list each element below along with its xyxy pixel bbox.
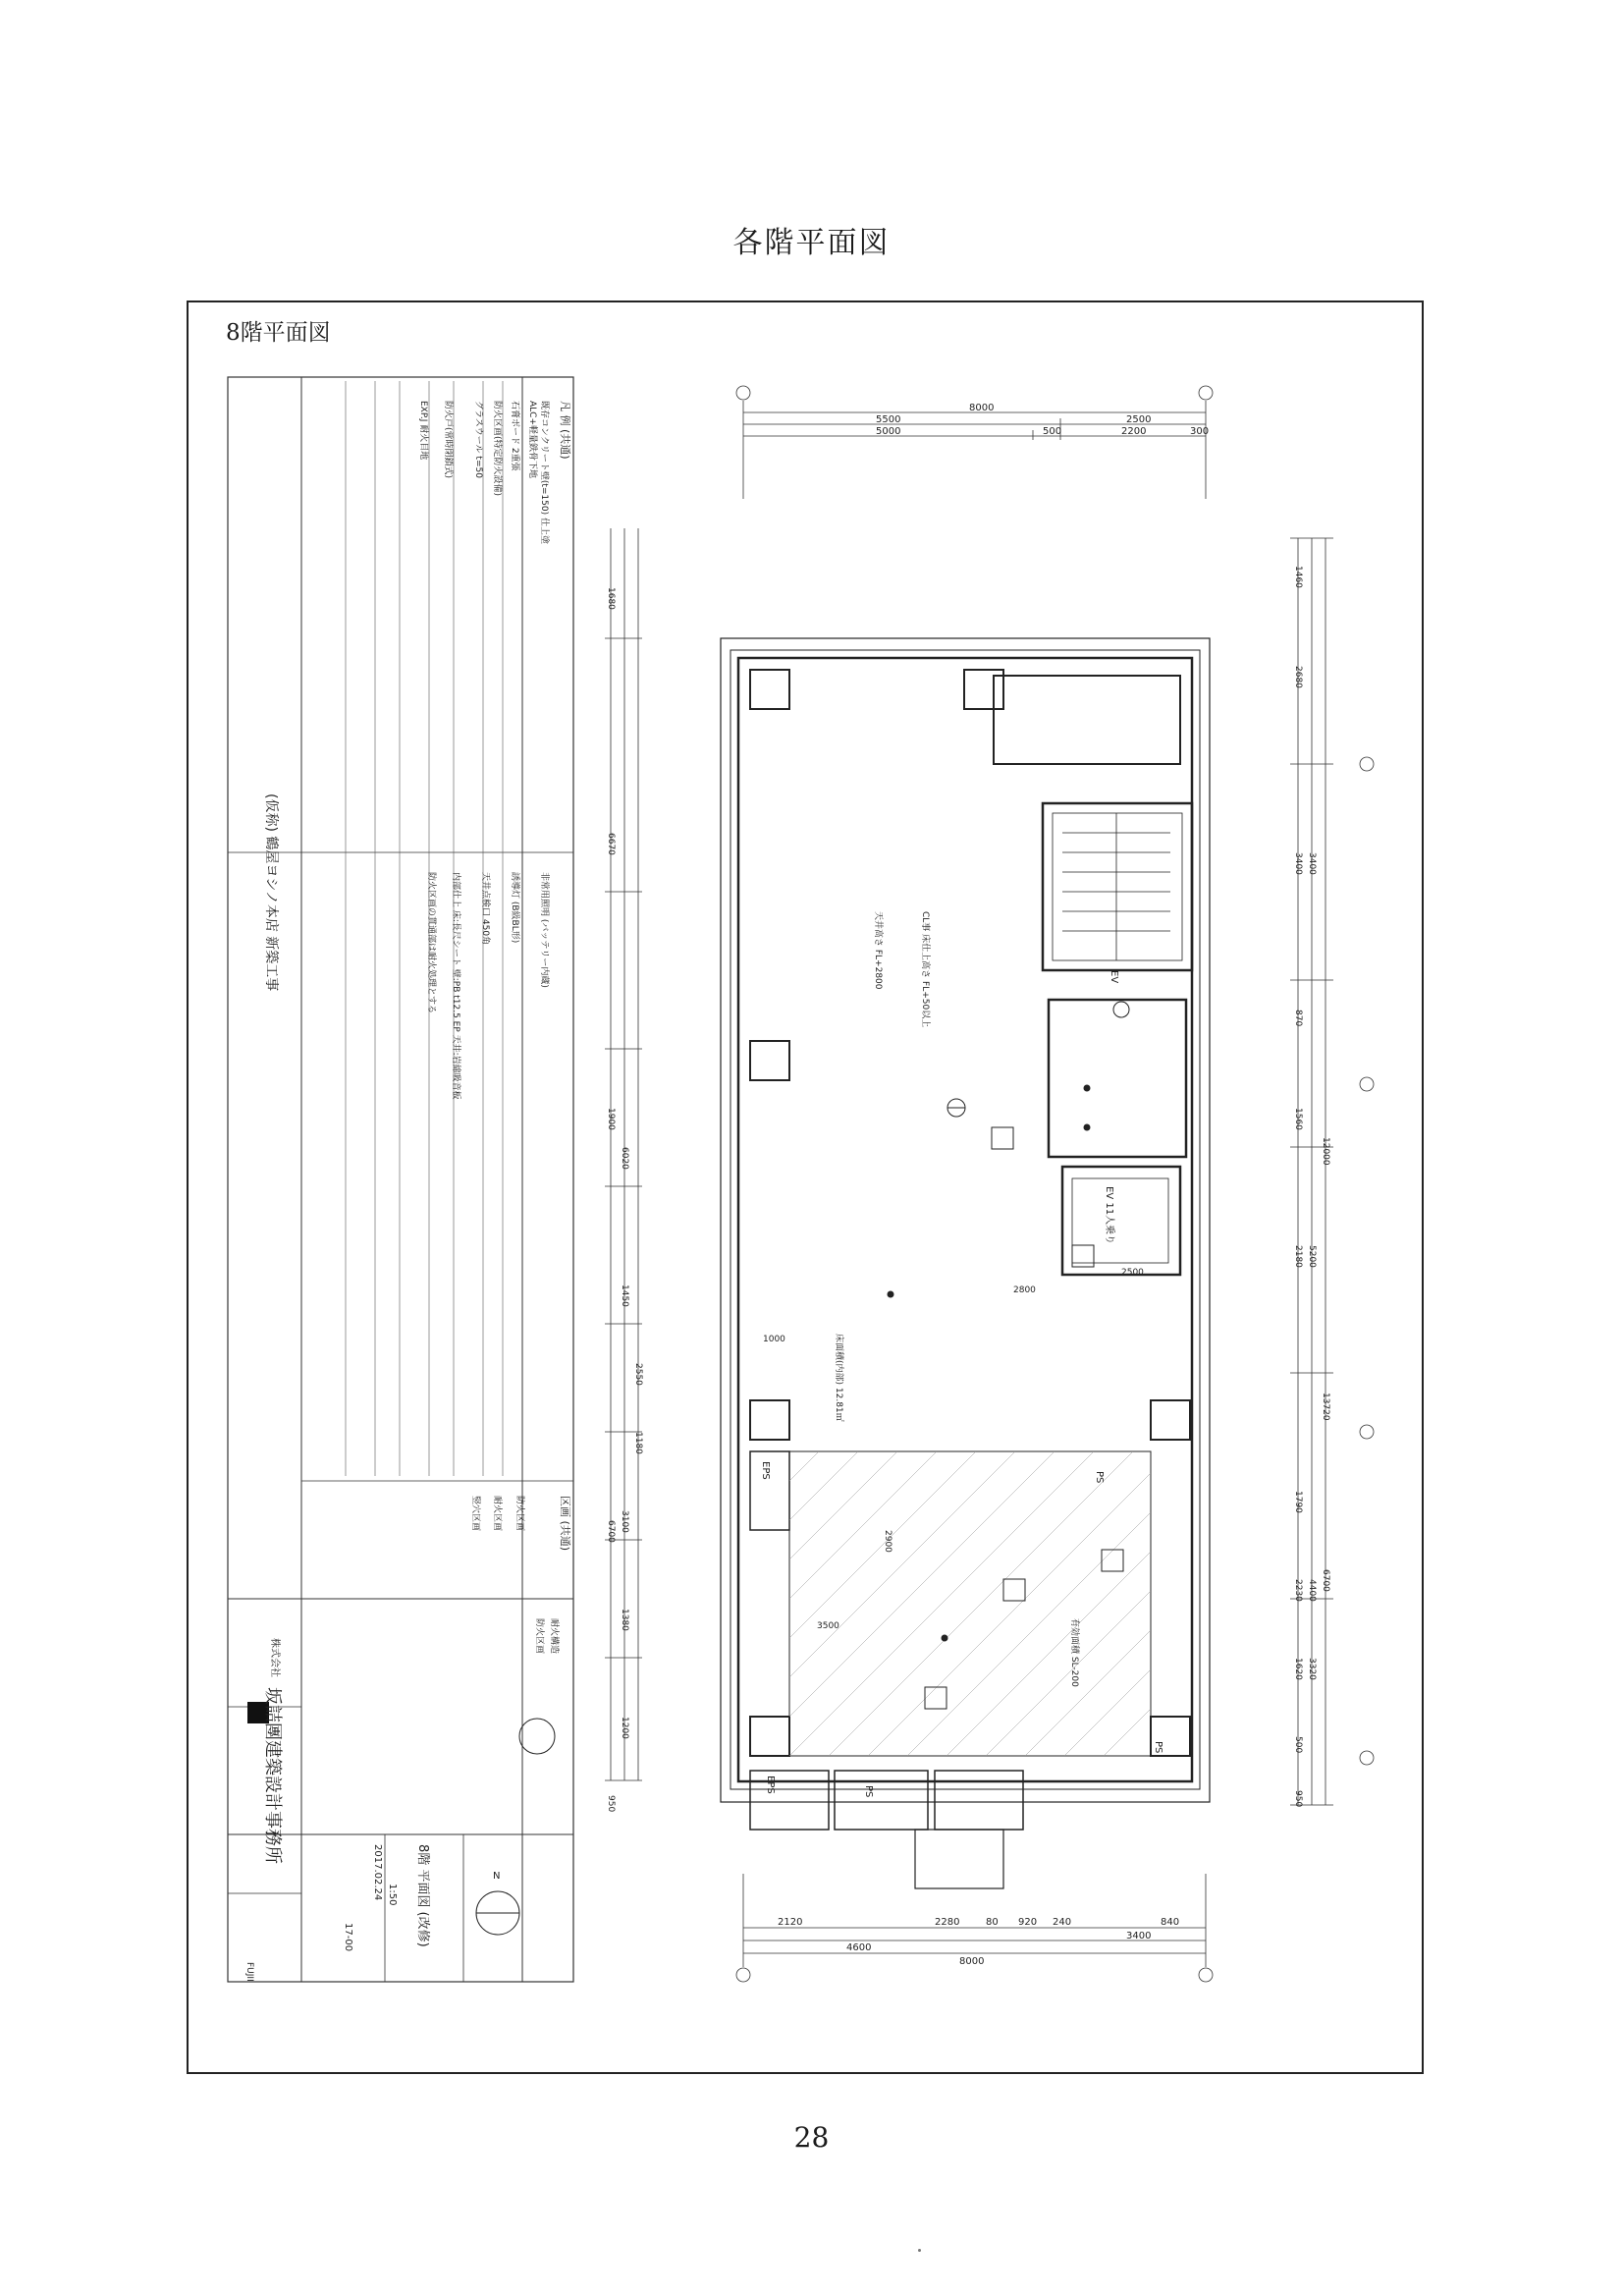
svg-text:(仮称) 鶴屋ヨシノ本店 新築工事: (仮称) 鶴屋ヨシノ本店 新築工事 <box>263 793 279 992</box>
svg-text:3400: 3400 <box>1307 852 1317 875</box>
hatched-area <box>789 1451 1151 1756</box>
svg-text:1560: 1560 <box>1293 1108 1303 1130</box>
svg-text:80: 80 <box>986 1917 999 1928</box>
svg-text:2800: 2800 <box>1013 1285 1036 1295</box>
svg-text:1680: 1680 <box>606 587 616 610</box>
svg-text:2017.02.24: 2017.02.24 <box>372 1844 383 1901</box>
svg-text:6700: 6700 <box>606 1520 616 1543</box>
svg-text:2500: 2500 <box>1121 1268 1144 1278</box>
svg-text:2180: 2180 <box>1293 1245 1303 1268</box>
floor-title: 8階平面図 <box>226 320 331 346</box>
svg-text:5000: 5000 <box>876 426 901 437</box>
svg-text:床面積(内部) 12.81㎡: 床面積(内部) 12.81㎡ <box>834 1334 843 1422</box>
svg-text:1900: 1900 <box>606 1108 616 1130</box>
svg-text:有効面積 SL-200: 有効面積 SL-200 <box>1069 1618 1079 1687</box>
building-outline <box>721 638 1210 1888</box>
page-title: 各階平面図 <box>732 226 891 260</box>
svg-text:17-00: 17-00 <box>343 1923 353 1952</box>
svg-text:12000: 12000 <box>1321 1137 1330 1166</box>
svg-text:300: 300 <box>1190 426 1210 437</box>
svg-text:3400: 3400 <box>1126 1931 1152 1941</box>
svg-text:PS: PS <box>1153 1741 1163 1754</box>
svg-text:凡 例 (共通): 凡 例 (共通) <box>559 401 571 460</box>
svg-text:既存コンクリート壁(t=150) 仕上塗: 既存コンクリート壁(t=150) 仕上塗 <box>539 401 549 544</box>
svg-text:1460: 1460 <box>1293 566 1303 588</box>
svg-text:870: 870 <box>1293 1010 1303 1027</box>
svg-text:1200: 1200 <box>620 1717 629 1739</box>
svg-text:1790: 1790 <box>1293 1491 1303 1513</box>
svg-text:1000: 1000 <box>763 1335 785 1344</box>
legend-text <box>418 401 572 1551</box>
svg-text:3500: 3500 <box>817 1621 839 1631</box>
svg-text:13720: 13720 <box>1321 1393 1330 1421</box>
dimension-right <box>1290 538 1374 1808</box>
svg-text:920: 920 <box>1018 1917 1038 1928</box>
svg-text:2120: 2120 <box>778 1917 803 1928</box>
svg-text:2680: 2680 <box>1293 666 1303 688</box>
svg-text:5200: 5200 <box>1307 1245 1317 1268</box>
svg-text:非常用照明 (バッテリー内蔵): 非常用照明 (バッテリー内蔵) <box>539 872 549 988</box>
svg-text:500: 500 <box>1043 426 1062 437</box>
svg-text:防火区画: 防火区画 <box>534 1618 544 1655</box>
svg-text:1620: 1620 <box>1293 1658 1303 1680</box>
svg-text:耐火構造: 耐火構造 <box>549 1618 559 1655</box>
svg-text:防火区画(特定防火設備): 防火区画(特定防火設備) <box>492 401 502 497</box>
svg-text:天井点検口 450角: 天井点検口 450角 <box>480 872 490 946</box>
svg-text:EV 11人乗り: EV 11人乗り <box>1104 1186 1114 1245</box>
svg-text:1180: 1180 <box>633 1432 643 1454</box>
svg-text:竪穴区画: 竪穴区画 <box>470 1496 480 1532</box>
room-labels <box>760 970 1163 1797</box>
svg-text:2900: 2900 <box>883 1530 893 1553</box>
svg-text:8階 平面図 (改修): 8階 平面図 (改修) <box>415 1844 430 1947</box>
dimension-top-labels <box>876 403 1209 437</box>
svg-text:株式会社: 株式会社 <box>269 1638 280 1677</box>
svg-text:坂詰團建築設計事務所: 坂詰團建築設計事務所 <box>262 1687 283 1864</box>
svg-text:6670: 6670 <box>606 833 616 855</box>
svg-text:EV: EV <box>1109 970 1119 984</box>
svg-text:N: N <box>493 1871 501 1882</box>
svg-text:内部仕上 床:長尺シート 壁:PB t12.5 EP 天井:: 内部仕上 床:長尺シート 壁:PB t12.5 EP 天井:岩綿吸音板 <box>451 872 460 1100</box>
svg-text:EPS: EPS <box>765 1776 776 1794</box>
svg-text:950: 950 <box>606 1795 616 1813</box>
svg-text:500: 500 <box>1293 1736 1303 1754</box>
svg-text:1380: 1380 <box>620 1609 629 1631</box>
svg-text:CL事 床仕上高さ FL+50以上: CL事 床仕上高さ FL+50以上 <box>920 911 930 1028</box>
svg-text:3400: 3400 <box>1293 852 1303 875</box>
plan-symbols <box>888 1002 1129 1709</box>
svg-text:EPS: EPS <box>760 1461 771 1480</box>
drawing-frame <box>187 301 1424 2074</box>
svg-text:防火区画の貫通部は耐火処理とする: 防火区画の貫通部は耐火処理とする <box>426 872 436 1014</box>
scan-speck <box>918 2249 921 2252</box>
svg-text:950: 950 <box>1293 1790 1303 1808</box>
svg-text:2280: 2280 <box>935 1917 960 1928</box>
svg-text:PS: PS <box>863 1785 874 1798</box>
svg-text:3320: 3320 <box>1307 1658 1317 1680</box>
svg-text:2500: 2500 <box>1126 414 1152 425</box>
svg-text:FUJII: FUJII <box>244 1962 254 1982</box>
svg-text:2200: 2200 <box>1121 426 1147 437</box>
svg-text:天井高さ FL+2800: 天井高さ FL+2800 <box>873 911 883 990</box>
svg-text:1450: 1450 <box>620 1285 629 1307</box>
floor-plan-sheet <box>189 302 1422 2072</box>
svg-text:PS: PS <box>1094 1471 1105 1484</box>
svg-text:4600: 4600 <box>846 1942 872 1953</box>
svg-text:6020: 6020 <box>620 1147 629 1170</box>
dimension-bottom-labels <box>778 1917 1179 1967</box>
svg-text:240: 240 <box>1053 1917 1072 1928</box>
svg-text:5500: 5500 <box>876 414 901 425</box>
svg-text:2230: 2230 <box>1293 1579 1303 1602</box>
page-number: 28 <box>793 2121 830 2154</box>
svg-text:8000: 8000 <box>969 403 995 413</box>
svg-text:EXP.J 耐火目地: EXP.J 耐火目地 <box>418 401 428 461</box>
svg-text:840: 840 <box>1161 1917 1180 1928</box>
svg-text:石膏ボード 2重張: 石膏ボード 2重張 <box>510 401 519 471</box>
svg-text:2550: 2550 <box>633 1363 643 1386</box>
svg-text:区画 (共通): 区画 (共通) <box>559 1496 571 1552</box>
svg-text:3100: 3100 <box>620 1510 629 1533</box>
svg-text:グラスウール t=50: グラスウール t=50 <box>473 401 483 478</box>
svg-text:誘導灯 (B級BL形): 誘導灯 (B級BL形) <box>510 872 519 944</box>
svg-text:ALC+軽量鉄骨下地: ALC+軽量鉄骨下地 <box>527 401 537 478</box>
svg-text:耐火区画: 耐火区画 <box>492 1496 502 1532</box>
svg-text:6700: 6700 <box>1321 1569 1330 1592</box>
svg-text:1:50: 1:50 <box>387 1884 398 1906</box>
svg-text:4400: 4400 <box>1307 1579 1317 1602</box>
svg-text:防火区画: 防火区画 <box>514 1496 524 1532</box>
svg-text:8000: 8000 <box>959 1956 985 1967</box>
svg-text:防火戸(常時閉鎖式): 防火戸(常時閉鎖式) <box>443 401 453 479</box>
